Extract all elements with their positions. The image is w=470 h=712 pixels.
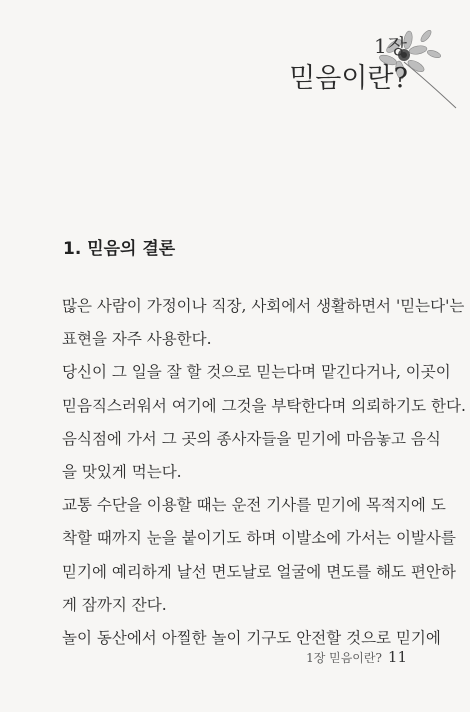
- body-line: 믿기에 예리하게 날선 면도날로 얼굴에 면도를 해도 편안하: [62, 562, 456, 581]
- body-line: 게 잠까지 잔다.: [62, 595, 167, 614]
- body-text: [62, 290, 466, 655]
- page-footer: [306, 648, 407, 666]
- running-head: 1장 믿음이란?: [306, 651, 382, 665]
- chapter-number: 1장: [373, 34, 408, 58]
- body-line: 표현을 자주 사용한다.: [62, 330, 212, 349]
- body-line: 을 맛있게 먹는다.: [62, 463, 182, 482]
- page-number: 11: [387, 648, 407, 666]
- flower-stem: [404, 62, 456, 108]
- section-heading: 1. 믿음의 결론: [63, 239, 176, 259]
- body-line: 믿음직스러워서 여기에 그것을 부탁한다며 의뢰하기도 한다.: [62, 396, 466, 415]
- body-line: 많은 사람이 가정이나 직장, 사회에서 생활하면서 '믿는다'는: [62, 297, 465, 315]
- body-line: 교통 수단을 이용할 때는 운전 기사를 믿기에 목적지에 도: [62, 496, 446, 515]
- chapter-header: [289, 34, 408, 96]
- body-line: 당신이 그 일을 잘 할 것으로 믿는다며 맡긴다거나, 이곳이: [62, 363, 451, 382]
- body-line: 음식점에 가서 그 곳의 종사자들을 믿기에 마음놓고 음식: [62, 429, 441, 448]
- body-line: 놀이 동산에서 아찔한 놀이 기구도 안전할 것으로 믿기에: [62, 629, 441, 648]
- chapter-title: 믿음이란?: [289, 63, 408, 94]
- body-line: 착할 때까지 눈을 붙이기도 하며 이발소에 가서는 이발사를: [62, 529, 456, 548]
